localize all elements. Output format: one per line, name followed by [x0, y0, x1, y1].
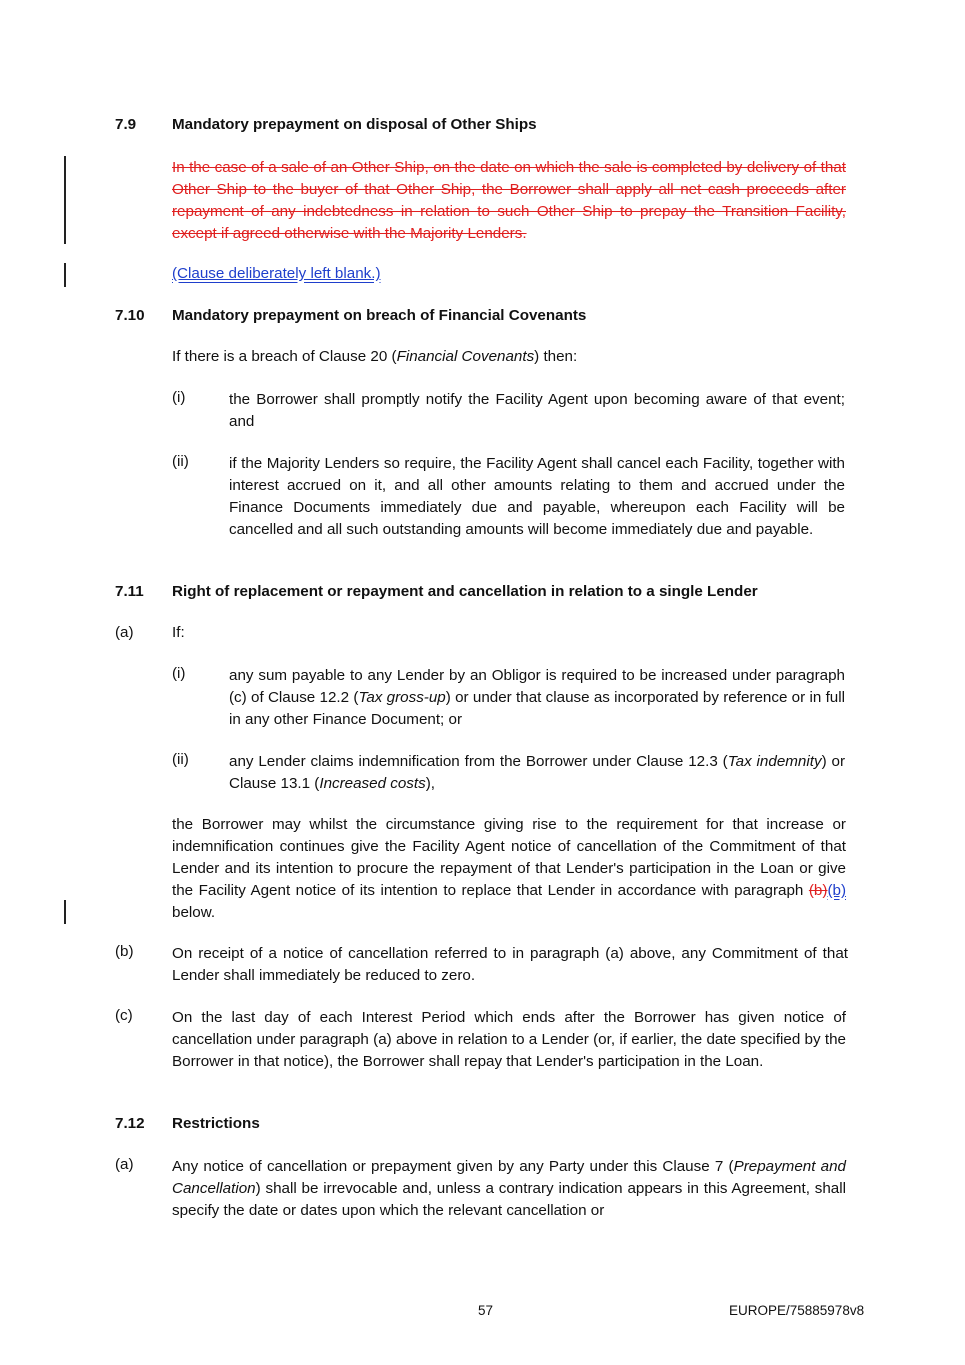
- page-number: 57: [478, 1303, 494, 1318]
- paragraph-label: (a): [115, 624, 134, 641]
- change-bar: [64, 900, 66, 924]
- paragraph-text: On receipt of a notice of cancellation referred to in paragraph (a) above, any Commitment of that Lender shall immediately be reduced to zero.: [172, 945, 848, 984]
- change-bar: [64, 156, 66, 244]
- inserted-paragraph: (Clause deliberately left blank.): [172, 265, 381, 282]
- deleted-reference: (b): [808, 882, 828, 899]
- section-number: 7.10: [115, 307, 145, 324]
- paragraph-label: (a): [115, 1156, 134, 1173]
- list-label: (ii): [172, 751, 189, 768]
- section-number: 7.12: [115, 1115, 145, 1132]
- section-title: Mandatory prepayment on breach of Financial Covenants: [172, 307, 587, 324]
- list-item-text: the Borrower shall promptly notify the Facility Agent upon becoming aware of that event; and: [229, 391, 845, 430]
- document-reference: EUROPE/75885978v8: [729, 1303, 865, 1318]
- section-title: Mandatory prepayment on disposal of Other Ships: [172, 116, 537, 133]
- section-7-10-intro: If there is a breach of Clause 20 (Financial Covenants) then:: [172, 348, 578, 365]
- section-title: Restrictions: [172, 1115, 260, 1132]
- section-number: 7.9: [115, 116, 137, 133]
- list-item-text: if the Majority Lenders so require, the Facility Agent shall cancel each Facility, together with interest accrued on it, and all other amounts relating to them and accrued under the Finance Documents immediately due and payable, whereupon each Facility will be cancelled and all such outstanding amounts will become immediately due and payable.: [229, 455, 845, 538]
- list-label: (ii): [172, 453, 189, 470]
- list-label: (i): [172, 665, 186, 682]
- paragraph-text: If:: [172, 624, 185, 641]
- section-number: 7.11: [115, 583, 144, 600]
- paragraph-label: (c): [115, 1007, 133, 1024]
- section-title: Right of replacement or repayment and cancellation in relation to a single Lender: [172, 583, 758, 600]
- list-label: (i): [172, 389, 186, 406]
- paragraph-text: Any notice of cancellation or prepayment given by any Party under this Clause 7 (Prepayment and Cancellation) shall be irrevocable and, unless a contrary indication appears in this Agreement, shall specify the date or dates upon which the relevant cancellation or: [172, 1158, 846, 1219]
- list-item-text: any Lender claims indemnification from the Borrower under Clause 12.3 (Tax indemnity) or Clause 13.1 (Increased costs),: [229, 753, 846, 792]
- list-item-text: any sum payable to any Lender by an Obligor is required to be increased under paragraph (c) of Clause 12.2 (Tax gross-up) or under that clause as incorporated by reference or in full in any other Finance Document; or: [229, 667, 845, 728]
- inserted-reference: (b): [827, 882, 846, 899]
- continuation-paragraph: the Borrower may whilst the circumstance giving rise to the requirement for that increase or indemnification continues give the Facility Agent notice of cancellation of the Commitment of that Lender and its intention to procure the repayment of that Lender's participation in the Loan or give the Facility Agent notice of its intention to replace that Lender in accordance with paragraph (b)(b) below.: [172, 816, 846, 921]
- paragraph-label: (b): [115, 943, 134, 960]
- change-bar: [64, 263, 66, 287]
- paragraph-text: On the last day of each Interest Period which ends after the Borrower has given notice of cancellation under paragraph (a) above in relation to a Lender (or, if earlier, the date specified by the Borrower in that notice), the Borrower shall repay that Lender's participation in the Loan.: [172, 1009, 846, 1070]
- deleted-paragraph: In the case of a sale of an Other Ship, on the date on which the sale is completed by delivery of that Other Ship to the buyer of that Other Ship, the Borrower shall apply all net cash proceeds after repayment of any indebtedness in relation to such Other Ship to prepay the Transition Facility, except if agreed otherwise with the Majority Lenders.: [172, 159, 846, 242]
